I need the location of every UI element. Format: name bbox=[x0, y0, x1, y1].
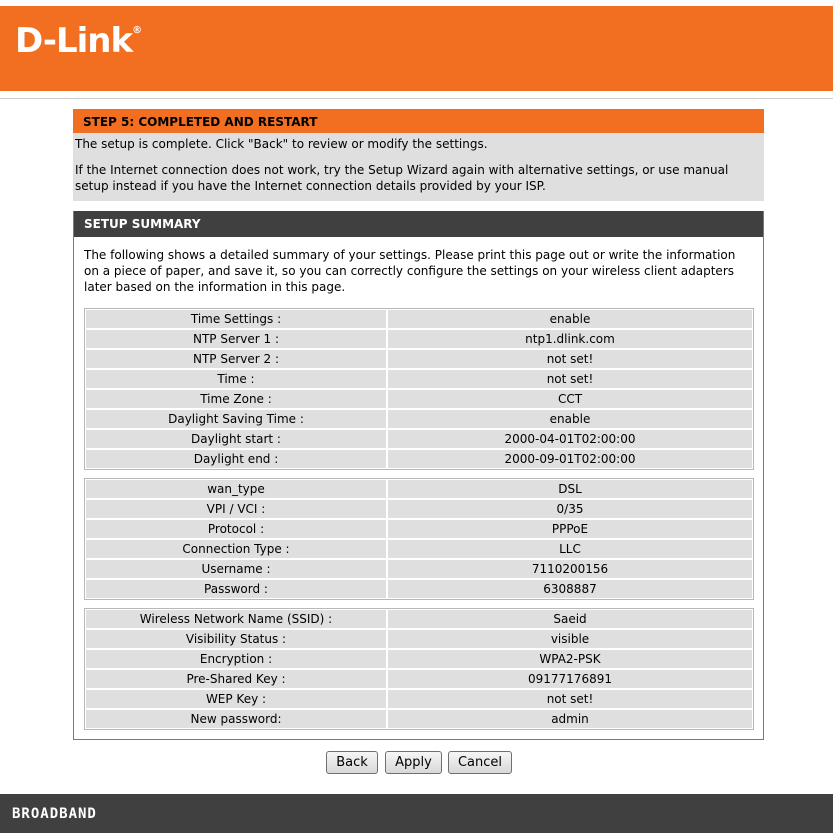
table-row bbox=[85, 519, 753, 539]
cancel-button[interactable]: Cancel bbox=[448, 751, 512, 774]
wireless-settings-table bbox=[84, 608, 754, 730]
summary-label: Daylight end : bbox=[86, 450, 386, 468]
summary-label: Time Settings : bbox=[86, 310, 386, 328]
summary-label: Protocol : bbox=[86, 520, 386, 538]
table-row bbox=[85, 579, 753, 599]
table-row bbox=[85, 369, 753, 389]
summary-label: WEP Key : bbox=[86, 690, 386, 708]
summary-value: 0/35 bbox=[388, 500, 752, 518]
summary-value: CCT bbox=[388, 390, 752, 408]
table-row bbox=[85, 349, 753, 369]
summary-label: VPI / VCI : bbox=[86, 500, 386, 518]
summary-label: NTP Server 1 : bbox=[86, 330, 386, 348]
summary-label: Encryption : bbox=[86, 650, 386, 668]
summary-value: PPPoE bbox=[388, 520, 752, 538]
step-line-1: The setup is complete. Click "Back" to review or modify the settings. bbox=[75, 137, 488, 151]
summary-value: 2000-09-01T02:00:00 bbox=[388, 450, 752, 468]
footer-bar bbox=[0, 794, 833, 833]
dlink-logo: D-Link® bbox=[15, 21, 142, 61]
summary-value: not set! bbox=[388, 350, 752, 368]
summary-label: Username : bbox=[86, 560, 386, 578]
summary-value: 6308887 bbox=[388, 580, 752, 598]
summary-title: SETUP SUMMARY bbox=[74, 211, 763, 237]
summary-value: DSL bbox=[388, 480, 752, 498]
table-row bbox=[85, 409, 753, 429]
summary-value: 7110200156 bbox=[388, 560, 752, 578]
table-row bbox=[85, 689, 753, 709]
setup-summary-panel bbox=[73, 211, 764, 740]
summary-label: Visibility Status : bbox=[86, 630, 386, 648]
table-row bbox=[85, 609, 753, 629]
table-row bbox=[85, 449, 753, 469]
summary-value: not set! bbox=[388, 370, 752, 388]
summary-value: visible bbox=[388, 630, 752, 648]
summary-value: Saeid bbox=[388, 610, 752, 628]
summary-label: Time Zone : bbox=[86, 390, 386, 408]
step-line-2: If the Internet connection does not work, try the Setup Wizard again with alternative settings, or use manual setup instead if you have the Internet connection details provided by your ISP. bbox=[75, 163, 729, 193]
summary-label: Daylight start : bbox=[86, 430, 386, 448]
step-panel bbox=[73, 109, 764, 201]
summary-value: enable bbox=[388, 410, 752, 428]
table-row bbox=[85, 329, 753, 349]
summary-value: 09177176891 bbox=[388, 670, 752, 688]
summary-label: New password: bbox=[86, 710, 386, 728]
table-row bbox=[85, 539, 753, 559]
summary-intro: The following shows a detailed summary of your settings. Please print this page out or write the information on a piece of paper, and save it, so you can correctly configure the settings on your wireless client adapters later based on the information in this page. bbox=[84, 248, 736, 294]
header-bar bbox=[0, 6, 833, 91]
header-divider bbox=[0, 98, 833, 99]
table-row bbox=[85, 629, 753, 649]
step-description bbox=[73, 133, 764, 194]
apply-button[interactable]: Apply bbox=[385, 751, 442, 774]
summary-label: Daylight Saving Time : bbox=[86, 410, 386, 428]
table-row bbox=[85, 389, 753, 409]
table-row bbox=[85, 499, 753, 519]
summary-value: LLC bbox=[388, 540, 752, 558]
table-row bbox=[85, 649, 753, 669]
table-row bbox=[85, 669, 753, 689]
table-row bbox=[85, 709, 753, 729]
table-row bbox=[85, 309, 753, 329]
action-buttons bbox=[0, 751, 833, 775]
back-button[interactable]: Back bbox=[326, 751, 378, 774]
table-row bbox=[85, 429, 753, 449]
summary-label: Wireless Network Name (SSID) : bbox=[86, 610, 386, 628]
summary-label: NTP Server 2 : bbox=[86, 350, 386, 368]
footer-brand: BROADBAND bbox=[12, 806, 97, 822]
table-row bbox=[85, 479, 753, 499]
table-row bbox=[85, 559, 753, 579]
summary-label: Time : bbox=[86, 370, 386, 388]
summary-label: Connection Type : bbox=[86, 540, 386, 558]
summary-value: not set! bbox=[388, 690, 752, 708]
summary-value: enable bbox=[388, 310, 752, 328]
summary-value: ntp1.dlink.com bbox=[388, 330, 752, 348]
time-settings-table bbox=[84, 308, 754, 470]
summary-value: WPA2-PSK bbox=[388, 650, 752, 668]
summary-label: Pre-Shared Key : bbox=[86, 670, 386, 688]
summary-label: wan_type bbox=[86, 480, 386, 498]
step-title: STEP 5: COMPLETED AND RESTART bbox=[73, 109, 764, 133]
summary-value: 2000-04-01T02:00:00 bbox=[388, 430, 752, 448]
summary-label: Password : bbox=[86, 580, 386, 598]
summary-value: admin bbox=[388, 710, 752, 728]
wan-settings-table bbox=[84, 478, 754, 600]
